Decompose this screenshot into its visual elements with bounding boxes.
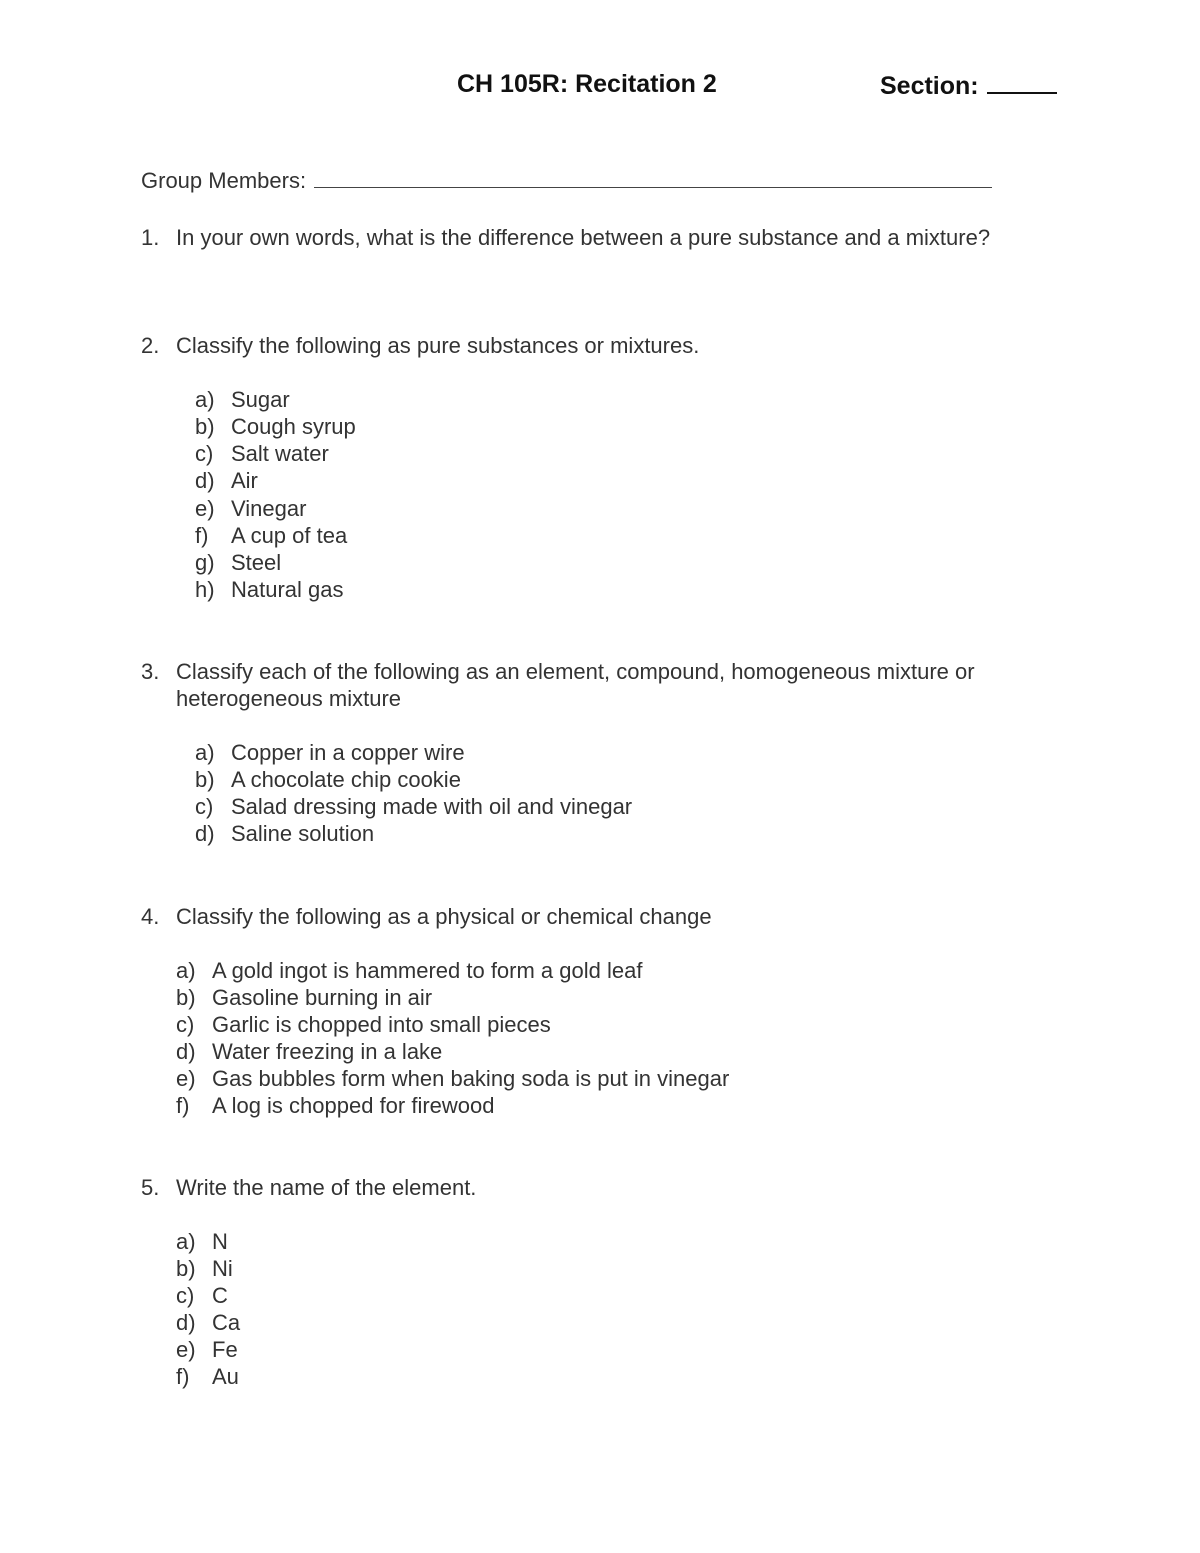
item-letter: e) bbox=[176, 1066, 196, 1091]
item-text: Vinegar bbox=[231, 496, 307, 521]
question-2 bbox=[141, 332, 1071, 359]
item-letter: c) bbox=[195, 441, 214, 466]
item-text: Copper in a copper wire bbox=[231, 740, 465, 765]
list-item bbox=[195, 414, 356, 440]
item-text: Salt water bbox=[231, 441, 329, 466]
group-members-label: Group Members: bbox=[141, 168, 307, 193]
list-item bbox=[176, 1310, 240, 1336]
question-1 bbox=[141, 224, 1071, 251]
list-item bbox=[195, 523, 347, 549]
item-letter: d) bbox=[195, 821, 215, 846]
item-text: Gasoline burning in air bbox=[212, 985, 433, 1010]
item-letter: b) bbox=[195, 767, 215, 792]
group-members-field bbox=[141, 168, 992, 194]
group-members-blank-line bbox=[314, 169, 992, 188]
item-text: Sugar bbox=[231, 387, 290, 412]
item-letter: a) bbox=[176, 958, 196, 983]
item-letter: g) bbox=[195, 550, 215, 575]
question-number: 4. bbox=[141, 904, 160, 929]
list-item bbox=[195, 387, 290, 413]
item-letter: c) bbox=[176, 1012, 195, 1037]
list-item bbox=[176, 1229, 228, 1255]
item-text: Natural gas bbox=[231, 577, 344, 602]
item-letter: d) bbox=[195, 468, 215, 493]
question-number: 1. bbox=[141, 225, 160, 250]
item-text: Air bbox=[231, 468, 258, 493]
list-item bbox=[195, 577, 344, 603]
item-letter: c) bbox=[195, 794, 214, 819]
item-letter: b) bbox=[176, 1256, 196, 1281]
item-text: Ca bbox=[212, 1310, 241, 1335]
list-item bbox=[176, 1364, 239, 1390]
item-text: Saline solution bbox=[231, 821, 375, 846]
item-letter: a) bbox=[176, 1229, 196, 1254]
item-text: A gold ingot is hammered to form a gold leaf bbox=[212, 958, 643, 983]
question-3 bbox=[141, 658, 1071, 712]
item-letter: c) bbox=[176, 1283, 195, 1308]
section-label: Section: bbox=[880, 72, 979, 100]
list-item bbox=[195, 468, 258, 494]
question-5 bbox=[141, 1174, 1071, 1201]
list-item bbox=[195, 441, 329, 467]
question-number: 5. bbox=[141, 1175, 160, 1200]
question-4 bbox=[141, 903, 1071, 930]
item-text: Cough syrup bbox=[231, 414, 356, 439]
page-title: CH 105R: Recitation 2 bbox=[457, 70, 717, 98]
question-text: Classify the following as pure substances or mixtures. bbox=[176, 333, 700, 358]
section-field bbox=[880, 70, 1057, 101]
list-item bbox=[176, 1093, 495, 1119]
list-item bbox=[195, 767, 461, 793]
item-text: Garlic is chopped into small pieces bbox=[212, 1012, 551, 1037]
item-letter: f) bbox=[195, 523, 209, 548]
item-text: Ni bbox=[212, 1256, 233, 1281]
list-item bbox=[195, 740, 465, 766]
list-item bbox=[176, 1283, 228, 1309]
item-letter: f) bbox=[176, 1364, 190, 1389]
list-item bbox=[176, 1066, 729, 1092]
list-item bbox=[176, 1337, 238, 1363]
question-text: In your own words, what is the difference between a pure substance and a mixture? bbox=[176, 225, 991, 250]
list-item bbox=[195, 496, 306, 522]
item-letter: d) bbox=[176, 1039, 196, 1064]
item-text: Fe bbox=[212, 1337, 238, 1362]
list-item bbox=[176, 958, 642, 984]
item-letter: e) bbox=[195, 496, 215, 521]
item-letter: e) bbox=[176, 1337, 196, 1362]
list-item bbox=[176, 1012, 551, 1038]
list-item bbox=[195, 550, 281, 576]
list-item bbox=[176, 1039, 442, 1065]
question-number: 2. bbox=[141, 333, 160, 358]
item-letter: h) bbox=[195, 577, 215, 602]
list-item bbox=[176, 1256, 233, 1282]
item-text: A chocolate chip cookie bbox=[231, 767, 461, 792]
item-letter: d) bbox=[176, 1310, 196, 1335]
item-text: A cup of tea bbox=[231, 523, 348, 548]
item-text: Gas bubbles form when baking soda is put in vinegar bbox=[212, 1066, 730, 1091]
item-text: Au bbox=[212, 1364, 239, 1389]
list-item bbox=[176, 985, 432, 1011]
item-letter: f) bbox=[176, 1093, 190, 1118]
list-item bbox=[195, 821, 374, 847]
question-text: Write the name of the element. bbox=[176, 1175, 477, 1200]
question-text: Classify each of the following as an element, compound, homogeneous mixture or heterogeneous mixture bbox=[176, 659, 975, 711]
item-letter: a) bbox=[195, 740, 215, 765]
item-letter: a) bbox=[195, 387, 215, 412]
item-text: A log is chopped for firewood bbox=[212, 1093, 495, 1118]
question-text: Classify the following as a physical or chemical change bbox=[176, 904, 712, 929]
item-text: Water freezing in a lake bbox=[212, 1039, 443, 1064]
item-letter: b) bbox=[195, 414, 215, 439]
item-text: Salad dressing made with oil and vinegar bbox=[231, 794, 633, 819]
item-text: C bbox=[212, 1283, 228, 1308]
item-letter: b) bbox=[176, 985, 196, 1010]
item-text: Steel bbox=[231, 550, 282, 575]
item-text: N bbox=[212, 1229, 228, 1254]
question-number: 3. bbox=[141, 659, 160, 684]
list-item bbox=[195, 794, 632, 820]
section-blank-line bbox=[987, 70, 1057, 94]
